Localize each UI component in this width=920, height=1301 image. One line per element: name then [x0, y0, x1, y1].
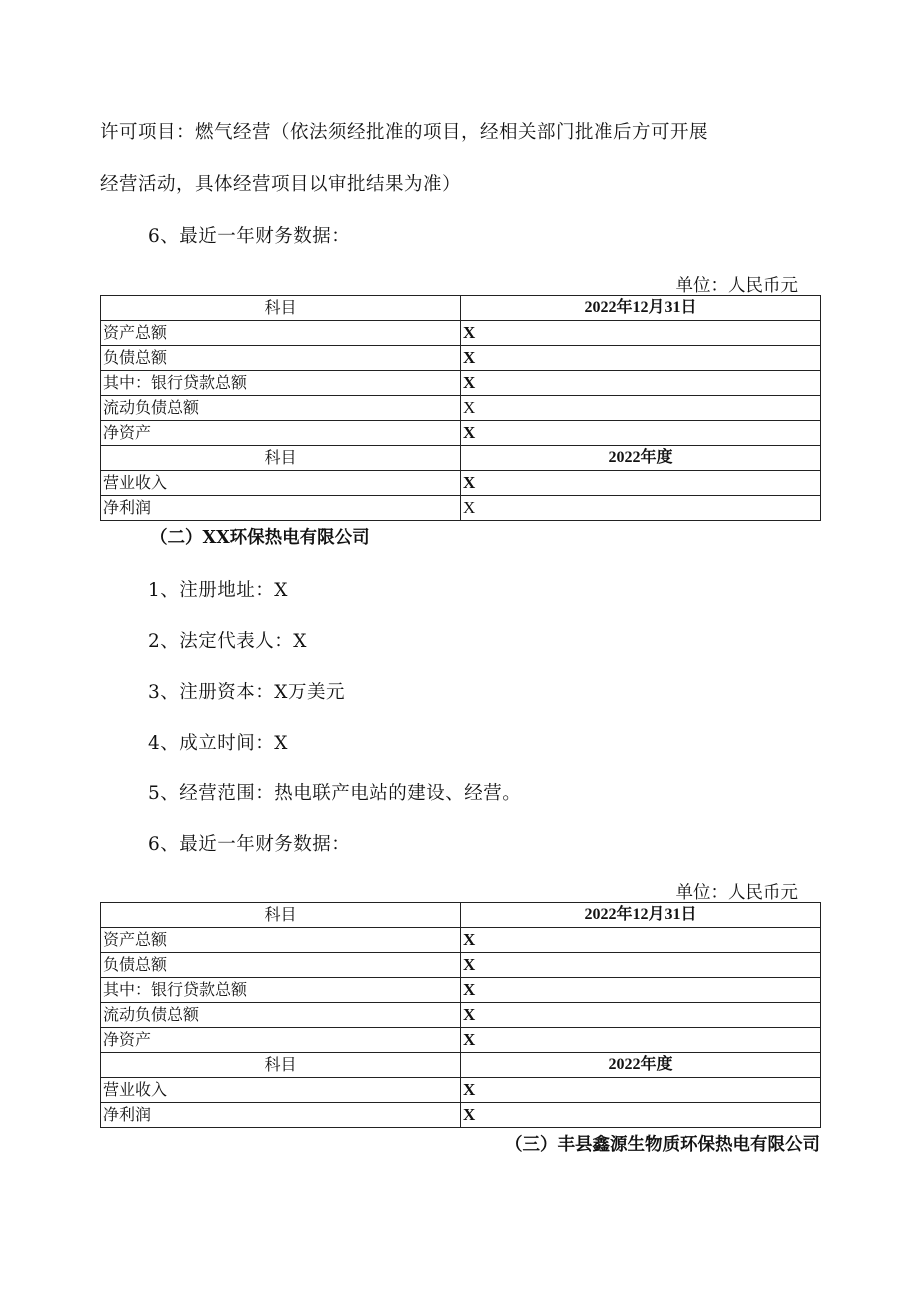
row-value: X — [461, 421, 821, 446]
row-value: X — [461, 1003, 821, 1028]
row-value: X — [461, 1028, 821, 1053]
intro-line-1: 许可项目：燃气经营（依法须经批准的项目，经相关部门批准后方可开展 — [100, 122, 709, 143]
row-value: X — [461, 471, 821, 496]
row-label: 流动负债总额 — [101, 1003, 461, 1028]
table-row — [101, 1003, 821, 1028]
company2-item-1: 1、注册地址：X — [148, 580, 288, 601]
unit-label-2: 单位：人民币元 — [675, 883, 798, 903]
table-header-row — [101, 1053, 821, 1078]
row-label: 净利润 — [101, 1103, 461, 1128]
row-label: 营业收入 — [101, 1078, 461, 1103]
company2-item-4: 4、成立时间：X — [148, 733, 288, 754]
table-row — [101, 421, 821, 446]
header-subject: 科目 — [101, 446, 461, 471]
header-date: 2022年12月31日 — [461, 296, 821, 321]
row-value: X — [461, 1078, 821, 1103]
row-value: X — [461, 321, 821, 346]
table-row — [101, 396, 821, 421]
row-label: 营业收入 — [101, 471, 461, 496]
table-header-row — [101, 296, 821, 321]
unit-label-1: 单位：人民币元 — [675, 276, 798, 296]
header-subject: 科目 — [101, 296, 461, 321]
header-date: 2022年12月31日 — [461, 903, 821, 928]
company2-item-2: 2、法定代表人：X — [148, 631, 307, 652]
row-value: X — [461, 928, 821, 953]
financial-table-1 — [100, 295, 821, 521]
row-label: 负债总额 — [101, 346, 461, 371]
table-row — [101, 496, 821, 521]
table-row — [101, 371, 821, 396]
row-value: X — [461, 496, 821, 521]
table-row — [101, 321, 821, 346]
intro-line-2: 经营活动，具体经营项目以审批结果为准） — [100, 174, 462, 195]
table-row — [101, 346, 821, 371]
table-row — [101, 1028, 821, 1053]
row-value: X — [461, 953, 821, 978]
table-row — [101, 978, 821, 1003]
row-label: 资产总额 — [101, 928, 461, 953]
row-label: 其中：银行贷款总额 — [101, 371, 461, 396]
table-row — [101, 953, 821, 978]
financial-table-2 — [100, 902, 821, 1128]
row-label: 资产总额 — [101, 321, 461, 346]
row-value: X — [461, 978, 821, 1003]
header-year: 2022年度 — [461, 446, 821, 471]
header-subject: 科目 — [101, 1053, 461, 1078]
header-year: 2022年度 — [461, 1053, 821, 1078]
row-value: X — [461, 346, 821, 371]
table-header-row — [101, 446, 821, 471]
table-header-row — [101, 903, 821, 928]
row-label: 净利润 — [101, 496, 461, 521]
company2-item-6: 6、最近一年财务数据： — [148, 834, 351, 855]
table-row — [101, 1078, 821, 1103]
fin-data-heading-1: 6、最近一年财务数据： — [148, 226, 351, 247]
row-label: 其中：银行贷款总额 — [101, 978, 461, 1003]
row-value: X — [461, 371, 821, 396]
row-value: X — [461, 396, 821, 421]
table-row — [101, 928, 821, 953]
row-label: 净资产 — [101, 1028, 461, 1053]
table-row — [101, 471, 821, 496]
company2-item-5: 5、经营范围：热电联产电站的建设、经营。 — [148, 783, 522, 804]
row-label: 流动负债总额 — [101, 396, 461, 421]
table-row — [101, 1103, 821, 1128]
company2-heading: （二）XX环保热电有限公司 — [150, 528, 370, 548]
row-label: 负债总额 — [101, 953, 461, 978]
company2-item-3: 3、注册资本：X万美元 — [148, 682, 345, 703]
company3-heading: （三）丰县鑫源生物质环保热电有限公司 — [505, 1135, 820, 1155]
row-value: X — [461, 1103, 821, 1128]
row-label: 净资产 — [101, 421, 461, 446]
header-subject: 科目 — [101, 903, 461, 928]
